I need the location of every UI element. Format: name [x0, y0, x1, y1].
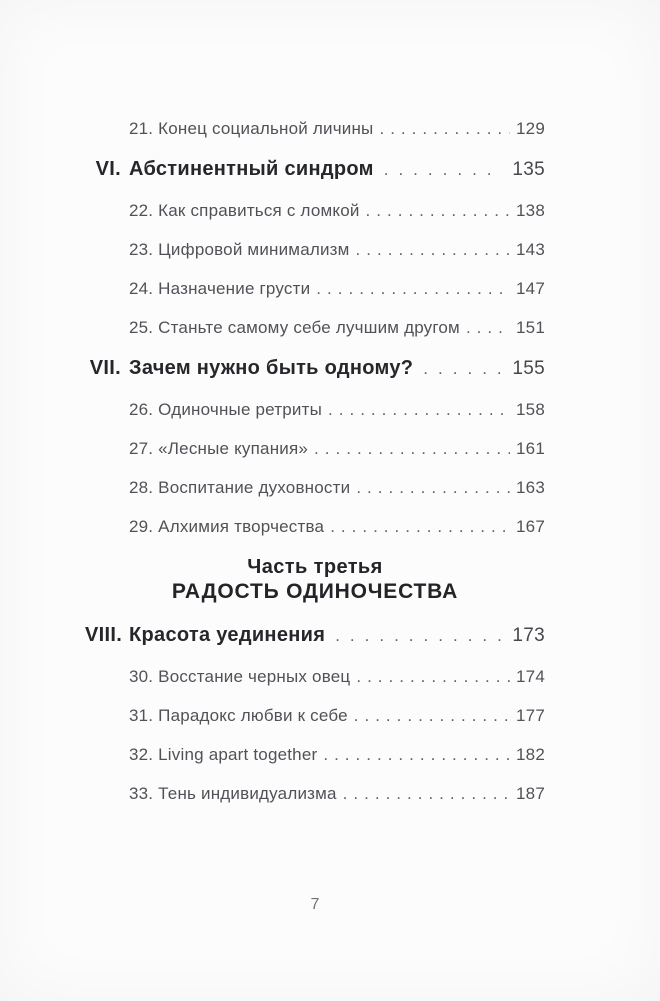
toc-entry-chapter [85, 744, 545, 765]
section-title: Абстинентный синдром [129, 158, 374, 180]
toc-entry-chapter [85, 399, 545, 420]
toc-entry-chapter [85, 278, 545, 299]
dot-leader [356, 477, 510, 498]
dot-leader [356, 239, 510, 260]
page-number: 135 [512, 159, 545, 180]
chapter-title: 27. «Лесные купания» [129, 439, 309, 458]
dot-leader [354, 705, 510, 726]
dot-leader [366, 200, 510, 221]
page-number: 187 [516, 784, 545, 803]
page-number: 174 [516, 667, 545, 686]
page-number: 129 [516, 119, 545, 138]
toc-entry-chapter [85, 516, 545, 537]
section-title: Красота уединения [129, 624, 326, 646]
dot-leader [323, 744, 510, 765]
folio-page-number: 7 [310, 896, 320, 913]
toc-entry-chapter [85, 239, 545, 260]
page-number: 161 [516, 439, 545, 458]
chapter-title: 22. Как справиться с ломкой [129, 201, 360, 220]
toc-entry-chapter [85, 477, 545, 498]
page-number: 158 [516, 400, 545, 419]
chapter-title: 32. Living apart together [129, 745, 318, 764]
chapter-title: 29. Алхимия творчества [129, 517, 325, 536]
chapter-title: 25. Станьте самому себе лучшим другом [129, 318, 460, 337]
chapter-title: 23. Цифровой минимализм [129, 240, 350, 259]
page-footer [85, 896, 545, 914]
page-number: 147 [516, 279, 545, 298]
page-number: 155 [512, 358, 545, 379]
page-number: 163 [516, 478, 545, 497]
dot-leader [330, 516, 510, 537]
part-title: РАДОСТЬ ОДИНОЧЕСТВА [171, 580, 459, 603]
toc-entry-chapter [85, 317, 545, 338]
toc-entry-chapter [85, 666, 545, 687]
section-title: Зачем нужно быть одному? [129, 357, 414, 379]
toc-entry-chapter [85, 200, 545, 221]
chapter-title: 30. Восстание черных овец [129, 667, 351, 686]
page-number: 177 [516, 706, 545, 725]
dot-leader [384, 158, 503, 182]
chapter-title: 28. Воспитание духовности [129, 478, 351, 497]
chapter-title: 31. Парадокс любви к себе [129, 706, 348, 725]
chapter-title: 26. Одиночные ретриты [129, 400, 323, 419]
chapter-title: 24. Назначение грусти [129, 279, 311, 298]
dot-leader [328, 399, 510, 420]
section-numeral: VII. [89, 357, 121, 379]
part-heading [85, 555, 545, 605]
dot-leader [314, 438, 510, 459]
dot-leader [379, 118, 510, 139]
page-number: 173 [512, 625, 545, 646]
toc-list [85, 118, 545, 804]
toc-entry-chapter [85, 438, 545, 459]
section-numeral: VIII. [85, 624, 123, 646]
dot-leader [335, 624, 502, 648]
page-number: 167 [516, 517, 545, 536]
page-number: 182 [516, 745, 545, 764]
dot-leader [466, 317, 510, 338]
part-label: Часть третья [247, 556, 383, 578]
page-number: 138 [516, 201, 545, 220]
toc-entry-chapter [85, 705, 545, 726]
chapter-title: 21. Конец социальной личины [129, 119, 374, 138]
page-number: 143 [516, 240, 545, 259]
toc-entry-section [85, 623, 545, 648]
page-number: 151 [516, 318, 545, 337]
toc-entry-chapter [85, 783, 545, 804]
dot-leader [316, 278, 510, 299]
dot-leader [423, 357, 502, 381]
dot-leader [356, 666, 510, 687]
chapter-title: 33. Тень индивидуализма [129, 784, 337, 803]
toc-entry-section [85, 356, 545, 381]
section-numeral: VI. [95, 158, 121, 180]
toc-entry-chapter [85, 118, 545, 139]
dot-leader [343, 783, 510, 804]
table-of-contents [85, 118, 545, 822]
toc-entry-section [85, 157, 545, 182]
